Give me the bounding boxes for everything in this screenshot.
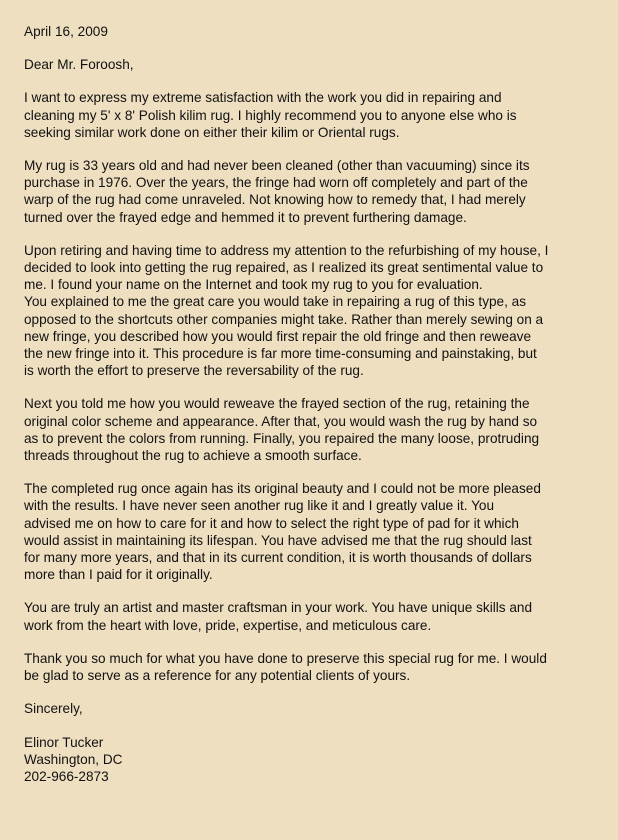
closing: Sincerely,: [24, 701, 83, 717]
paragraph-line: is worth the effort to preserve the reversability of the rug.: [24, 363, 364, 379]
signer-phone: 202-966-2873: [24, 768, 109, 784]
paragraph-line: turned over the frayed edge and hemmed it to prevent furthering damage.: [24, 209, 467, 225]
paragraph-line: more than I paid for it originally.: [24, 567, 213, 583]
paragraph-line: Upon retiring and having time to address my attention to the refurbishing of my house, I: [24, 242, 549, 258]
paragraph-line: warp of the rug had come unraveled. Not knowing how to remedy that, I had merely: [24, 192, 526, 208]
paragraph-line: purchase in 1976. Over the years, the fringe had worn off completely and part of the: [24, 175, 528, 191]
paragraph-line: My rug is 33 years old and had never been cleaned (other than vacuuming) since its: [24, 158, 530, 174]
paragraph-line: new fringe, you described how you would first repair the old fringe and then reweave: [24, 328, 532, 344]
signer-location: Washington, DC: [24, 751, 123, 767]
signature-block: [24, 734, 600, 786]
paragraph-line: I want to express my extreme satisfaction with the work you did in repairing and: [24, 90, 502, 106]
paragraph-line: me. I found your name on the Internet and took my rug to you for evaluation.: [24, 277, 483, 293]
letter-body: [24, 89, 600, 684]
paragraph-line: threads throughout the rug to achieve a smooth surface.: [24, 448, 362, 464]
salutation: Dear Mr. Foroosh,: [24, 57, 134, 73]
body-paragraph: [24, 395, 600, 464]
paragraph-line: opposed to the shortcuts other companies might take. Rather than merely sewing on a: [24, 311, 544, 327]
signer-name: Elinor Tucker: [24, 734, 104, 750]
paragraph-line: work from the heart with love, pride, expertise, and meticulous care.: [24, 617, 432, 633]
paragraph-line: the new fringe into it. This procedure is far more time-consuming and painstaking, but: [24, 346, 537, 362]
paragraph-line: be glad to serve as a reference for any potential clients of yours.: [24, 668, 411, 684]
body-paragraph: [24, 599, 600, 633]
paragraph-line: with the results. I have never seen another rug like it and I greatly value it. You: [24, 498, 495, 514]
body-paragraph: [24, 89, 600, 141]
body-paragraph: [24, 242, 600, 380]
paragraph-line: Thank you so much for what you have done to preserve this special rug for me. I would: [24, 650, 547, 666]
paragraph-line: advised me on how to care for it and how to select the right type of pad for it which: [24, 515, 519, 531]
paragraph-line: would assist in maintaining its lifespan. You have advised me that the rug should last: [24, 532, 532, 548]
paragraph-line: for many more years, and that in its current condition, it is worth thousands of dollars: [24, 550, 532, 566]
letter-date: April 16, 2009: [24, 24, 108, 39]
paragraph-line: The completed rug once again has its original beauty and I could not be more pleased: [24, 481, 541, 497]
paragraph-line: decided to look into getting the rug repaired, as I realized its great sentimental value to: [24, 260, 544, 276]
paragraph-line: original color scheme and appearance. After that, you would wash the rug by hand so: [24, 413, 538, 429]
body-paragraph: [24, 157, 600, 226]
paragraph-line: You are truly an artist and master craftsman in your work. You have unique skills and: [24, 600, 533, 616]
paragraph-line: cleaning my 5' x 8' Polish kilim rug. I highly recommend you to anyone else who is: [24, 107, 517, 123]
paragraph-line: You explained to me the great care you would take in repairing a rug of this type, as: [24, 294, 527, 310]
paragraph-line: seeking similar work done on either their kilim or Oriental rugs.: [24, 124, 400, 140]
body-paragraph: [24, 650, 600, 684]
paragraph-line: as to prevent the colors from running. Finally, you repaired the many loose, protruding: [24, 430, 540, 446]
paragraph-line: Next you told me how you would reweave the frayed section of the rug, retaining the: [24, 396, 530, 412]
body-paragraph: [24, 480, 600, 583]
